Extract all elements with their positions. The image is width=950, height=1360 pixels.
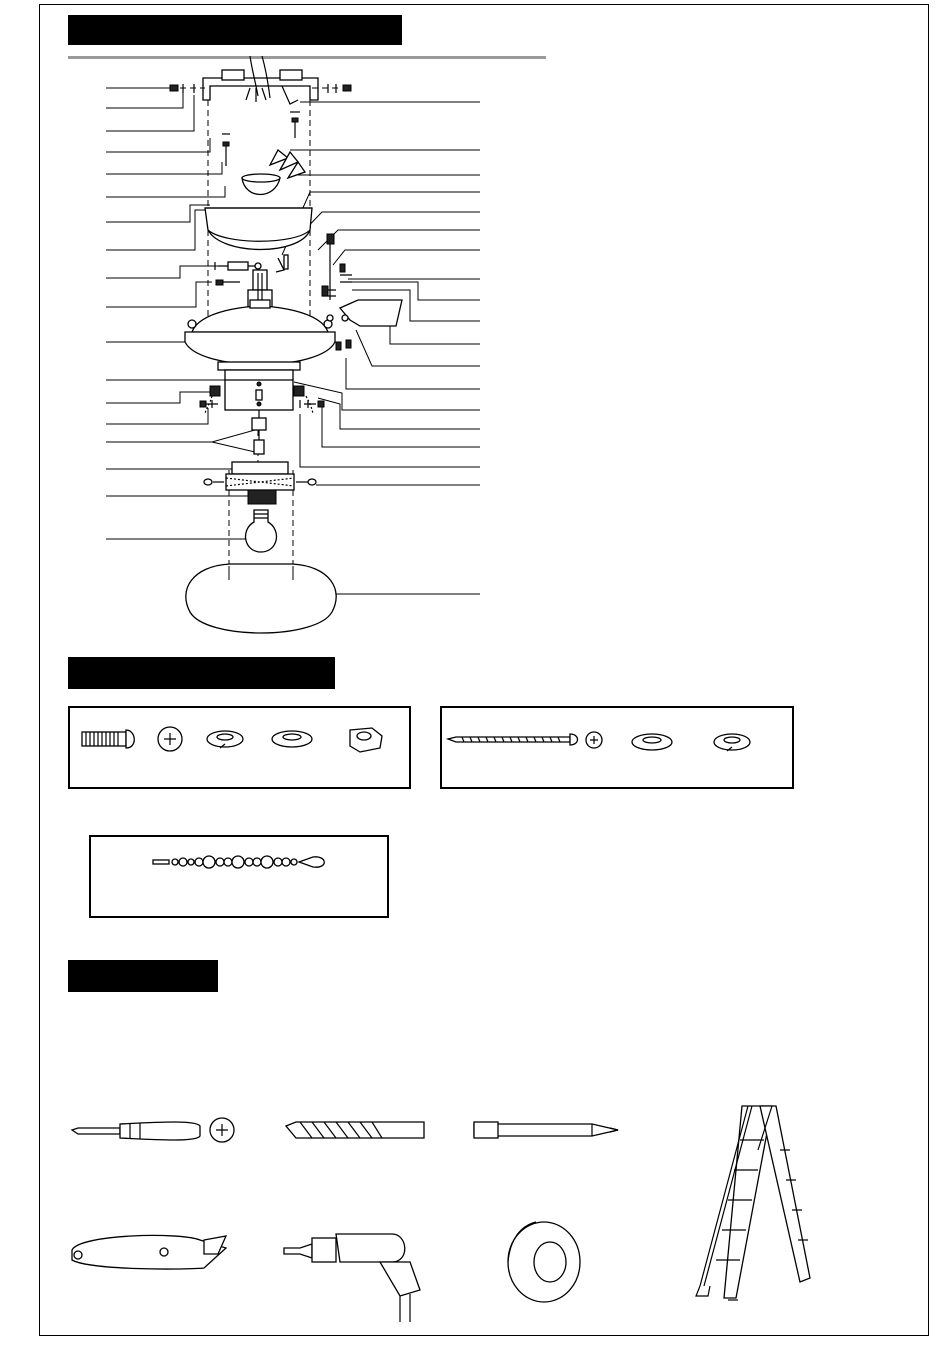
mounting-bracket [203,56,318,104]
screwdriver-icon [72,1118,234,1142]
tools-illustrations [0,1000,950,1330]
canopy [205,208,312,250]
phillips-head-icon [586,732,602,748]
flat-washer-icon [632,734,672,750]
lock-washer-icon [207,731,243,748]
drill-bit-icon [286,1122,424,1138]
downrod-pin [215,255,288,285]
pencil-icon [474,1122,618,1138]
flat-washer-icon [272,731,312,747]
ball-hanger [242,174,280,195]
motor-housing [185,300,335,365]
electrical-tape-icon [508,1222,580,1302]
glass-shade [186,564,336,633]
exploded-view-diagram [0,0,950,660]
tools-heading [68,960,218,992]
pull-chain-icon [91,837,391,917]
hardware-bag-b-items [442,708,792,788]
phillips-head-icon [158,727,182,751]
light-bulb [246,510,277,552]
step-ladder-icon [696,1106,810,1300]
machine-screw-icon [82,730,134,748]
hardware-heading [68,657,335,689]
hex-nut-icon [350,728,382,752]
hardware-bag-a-items [70,708,410,788]
switch-housing [210,362,304,410]
utility-knife-icon [72,1235,226,1269]
lock-washer-icon [714,734,750,751]
light-kit-adapter [204,462,316,504]
plug-connector [252,410,266,454]
electric-drill-icon [284,1234,420,1322]
wire-connectors [270,150,305,178]
long-wood-screw-icon [448,734,578,745]
